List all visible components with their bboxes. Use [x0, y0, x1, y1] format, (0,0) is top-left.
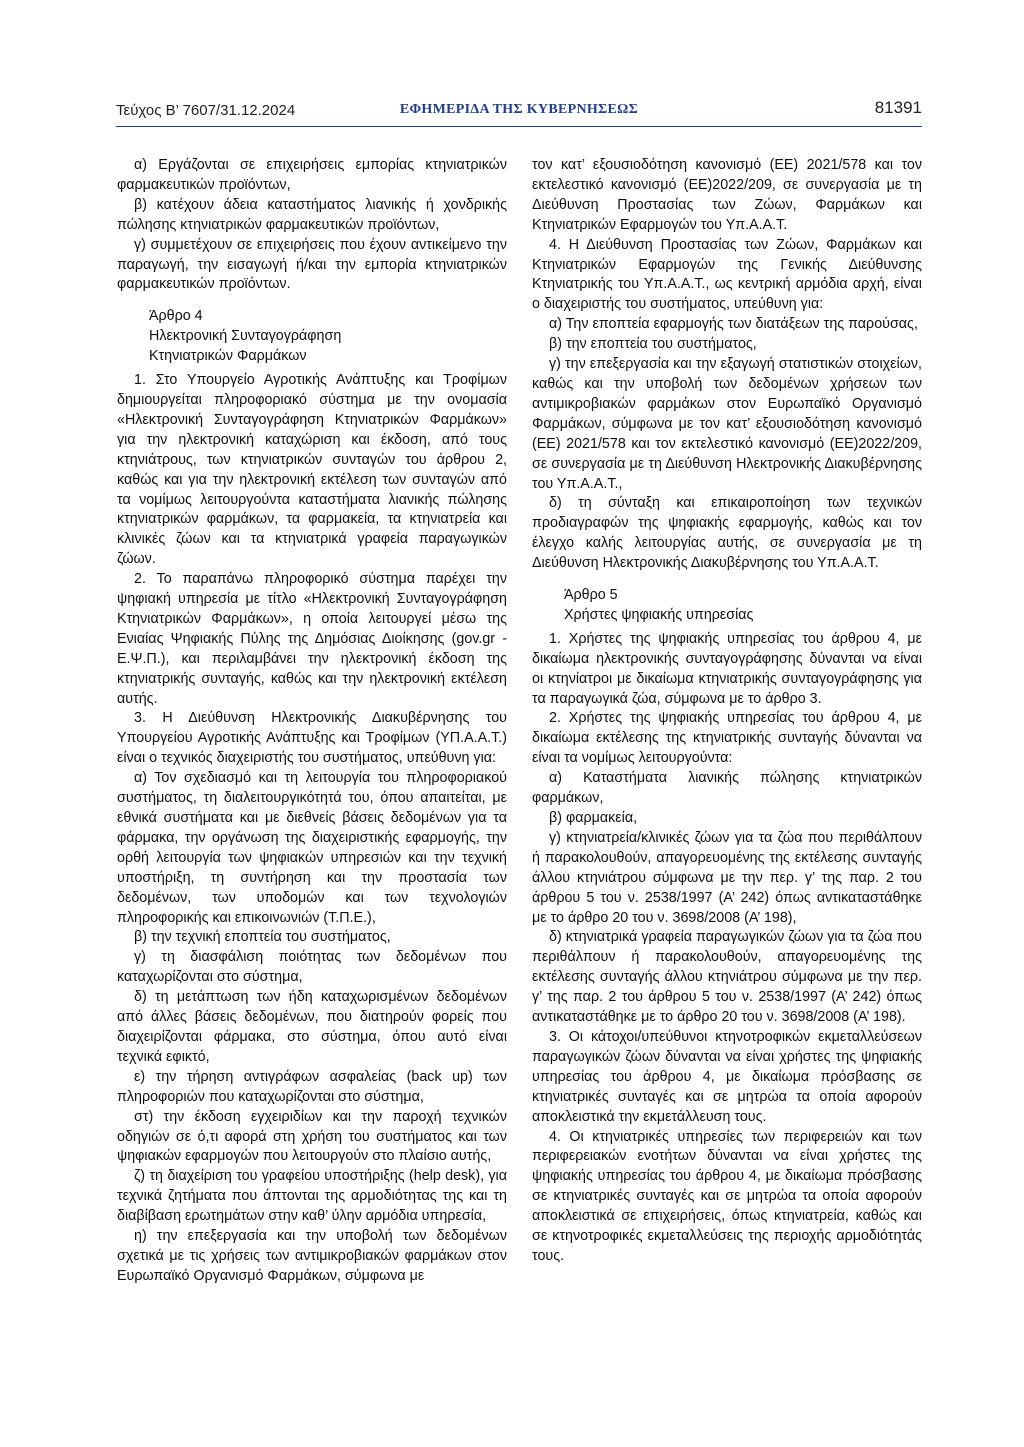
- paragraph: 2. Χρήστες της ψηφιακής υπηρεσίας του άρθρου 4, με δικαίωμα εκτέλεσης της κτηνιατρικής συνταγής δύνανται να είναι τα νομίμως λειτουργούντα:: [532, 710, 922, 767]
- paragraph: δ) κτηνιατρικά γραφεία παραγωγικών ζώων για τα ζώα που περιθάλπουν ή παρακολουθούν, απαγορευομένης της εκτέλεσης συνταγής άλλου κτηνιάτρου σύμφωνα με την περ. γ’ της παρ. 2 του άρθρου 5 του ν. 2538/1997 (Α’ 242) όπως αντικαταστάθηκε με το άρθρο 20 του ν. 3698/2008 (Α’ 198).: [532, 929, 922, 1026]
- issue-reference: Τεύχος Β’ 7607/31.12.2024: [116, 102, 296, 119]
- paragraph: γ) κτηνιατρεία/κλινικές ζώων για τα ζώα που περιθάλπουν ή παρακολουθούν, απαγορευομένης της εκτέλεσης συνταγής άλλου κτηνιάτρου σύμφωνα με την περ. γ’ της παρ. 2 του άρθρου 5 του ν. 2538/1997 (Α’ 242) όπως αντικαταστάθηκε με το άρθρο 20 του ν. 3698/2008 (Α’ 198),: [532, 829, 922, 926]
- paragraph: α) Εργάζονται σε επιχειρήσεις εμπορίας κτηνιατρικών φαρμακευτικών προϊόντων,: [117, 157, 507, 193]
- header-rule: [116, 126, 922, 127]
- paragraph: 3. Οι κάτοχοι/υπεύθυνοι κτηνοτροφικών εκμεταλλεύσεων παραγωγικών ζώων δύνανται να είναι χρήστες της ψηφιακής υπηρεσίας του άρθρου 4, με δικαίωμα πρόσβασης σε κτηνιατρικές συνταγές και σε μητρώα τα οποία αφορούν αποκλειστικά την εκμετάλλευση τους.: [532, 1028, 922, 1125]
- right-column: [532, 156, 922, 1267]
- paragraph: δ) τη μετάπτωση των ήδη καταχωρισμένων δεδομένων από άλλες βάσεις δεδομένων, που διατηρούν φορείς που διαχειρίζονται φάρμακα, στο σύστημα, όπου αυτό είναι τεχνικά εφικτό,: [117, 989, 507, 1065]
- paragraph: 1. Χρήστες της ψηφιακής υπηρεσίας του άρθρου 4, με δικαίωμα ηλεκτρονικής συνταγογράφησης δύνανται να είναι οι κτηνίατροι με δικαίωμα κτηνιατρικής συνταγογράφησης για τα παραγωγικά ζώα, σύμφωνα με το άρθρο 3.: [532, 630, 922, 707]
- left-column: [117, 156, 507, 1287]
- paragraph: α) Την εποπτεία εφαρμογής των διατάξεων της παρούσας,: [549, 316, 918, 333]
- paragraph: στ) την έκδοση εγχειριδίων και την παροχή τεχνικών οδηγιών σε ό,τι αφορά στη χρήση του συστήματος και των ψηφιακών εφαρμογών που λειτουργούν στο πλαίσιο αυτής,: [117, 1108, 507, 1165]
- paragraph: β) κατέχουν άδεια καταστήματος λιανικής ή χονδρικής πώλησης κτηνιατρικών φαρμακευτικών προϊόντων,: [117, 196, 507, 233]
- paragraph: γ) συμμετέχουν σε επιχειρήσεις που έχουν αντικείμενο την παραγωγή, την εισαγωγή ή/και την εμπορία κτηνιατρικών φαρμακευτικών προϊόντων.: [117, 236, 507, 293]
- paragraph: 3. Η Διεύθυνση Ηλεκτρονικής Διακυβέρνησης του Υπουργείου Αγροτικής Ανάπτυξης και Τροφίμων (ΥΠ.Α.Α.Τ.) είναι ο τεχνικός διαχειριστής του συστήματος, υπεύθυνη για:: [117, 710, 507, 767]
- page-header: [116, 98, 922, 128]
- paragraph: γ) την επεξεργασία και την εξαγωγή στατιστικών στοιχείων, καθώς και την υποβολή των δεδομένων χρήσεων των αντιμικροβιακών φαρμάκων στον Ευρωπαϊκό Οργανισμό Φαρμάκων, σύμφωνα με τον κατ’ εξουσιοδότηση κανονισμό (ΕΕ) 2021/578 και τον εκτελεστικό κανονισμό (ΕΕ)2022/209, σε συνεργασία με τη Διεύθυνση Ηλεκτρονικής Διακυβέρνησης του Υπ.Α.Α.Τ.,: [532, 356, 922, 492]
- paragraph: η) την επεξεργασία και την υποβολή των δεδομένων σχετικά με τις χρήσεις των αντιμικροβιακών φαρμάκων στον Ευρωπαϊκό Οργανισμό Φαρμάκων, σύμφωνα με: [117, 1228, 507, 1284]
- paragraph: 4. Οι κτηνιατρικές υπηρεσίες των περιφερειών και των περιφερειακών ενοτήτων δύνανται να είναι χρήστες της ψηφιακής υπηρεσίας του άρθρου 4, με δικαίωμα πρόσβασης σε κτηνιατρικές συνταγές και σε μητρώα τα οποία αφορούν αποκλειστικά σε επιχειρήσεις, όπως κτηνιατρεία, καθώς και σε κτηνοτροφικές εκμεταλλεύσεις της περιοχής αρμοδιότητάς τους.: [532, 1128, 922, 1264]
- paragraph: β) φαρμακεία,: [549, 810, 638, 826]
- article-4-subtitle: Κτηνιατρικών Φαρμάκων: [149, 348, 307, 365]
- paragraph: β) την εποπτεία του συστήματος,: [549, 336, 757, 353]
- gazette-title: ΕΦΗΜΕΡΙΔΑ ΤΗΣ ΚΥΒΕΡΝΗΣΕΩΣ: [399, 102, 639, 117]
- paragraph: ε) την τήρηση αντιγράφων ασφαλείας (back up) των πληροφοριών που καταχωρίζονται στο σύστημα,: [117, 1068, 507, 1105]
- paragraph: α) Τον σχεδιασμό και τη λειτουργία του πληροφοριακού συστήματος, τη διαλειτουργικότητά του, όπου απαιτείται, με εθνικά συστήματα και με διεθνείς βάσεις δεδομένων για τα φάρμακα, την οργάνωση της διαχειριστικής εφαρμογής, την ορθή λειτουργία των ψηφιακών υπηρεσιών και την τεχνική υποστήριξη, τη συντήρηση και την προστασία των δεδομένων, των υποδομών και των τεχνολογιών πληροφορικής και επικοινωνιών (Τ.Π.Ε.),: [117, 770, 507, 926]
- paragraph: 1. Στο Υπουργείο Αγροτικής Ανάπτυξης και Τροφίμων δημιουργείται πληροφοριακό σύστημα με την ονομασία «Ηλεκτρονική Συνταγογράφηση Κτηνιατρικών Φαρμάκων» για την ηλεκτρονική καταχώριση και έκδοση, από τους κτηνιάτρους, των κτηνιατρικών συνταγών του άρθρου 2, καθώς και για την ηλεκτρονική εκτέλεση των συνταγών από τα νομίμως λειτουργούντα καταστήματα λιανικής πώλησης κτηνιατρικών φαρμάκων, τα φαρμακεία, τα κτηνιατρεία και κλινικές ζώων και τα κτηνιατρικά γραφεία παραγωγικών ζώων.: [117, 372, 507, 568]
- article-5-subtitle: Χρήστες ψηφιακής υπηρεσίας: [564, 606, 754, 623]
- paragraph: β) την τεχνική εποπτεία του συστήματος,: [134, 929, 391, 946]
- article-4-subtitle: Ηλεκτρονική Συνταγογράφηση: [149, 328, 342, 345]
- paragraph: 2. Το παραπάνω πληροφορικό σύστημα παρέχει την ψηφιακή υπηρεσία με τίτλο «Ηλεκτρονική Συνταγογράφηση Κτηνιατρικών Φαρμάκων», η οποία λειτουργεί μέσω της Ενιαίας Ψηφιακής Πύλης της Δημόσιας Διοίκησης (gov.gr - Ε.Ψ.Π.), και περιλαμβάνει την ηλεκτρονική έκδοση της κτηνιατρικής συνταγής, καθώς και την ηλεκτρονική εκτέλεση αυτής.: [117, 571, 507, 707]
- article-4-title: Άρθρο 4: [149, 308, 203, 325]
- paragraph: α) Καταστήματα λιανικής πώλησης κτηνιατρικών φαρμάκων,: [532, 770, 922, 807]
- paragraph: γ) τη διασφάλιση ποιότητας των δεδομένων που καταχωρίζονται στο σύστημα,: [117, 949, 507, 986]
- paragraph: τον κατ’ εξουσιοδότηση κανονισμό (ΕΕ) 2021/578 και τον εκτελεστικό κανονισμό (ΕΕ)2022/209, σε συνεργασία με τη Διεύθυνση Προστασίας των Ζώων, Φαρμάκων και Κτηνιατρικών Εφαρμογών του Υπ.Α.Α.Τ.: [532, 157, 922, 233]
- paragraph: 4. Η Διεύθυνση Προστασίας των Ζώων, Φαρμάκων και Κτηνιατρικών Εφαρμογών της Γενικής Διεύθυνσης Κτηνιατρικής του Υπ.Α.Α.Τ., ως κεντρική αρμόδια αρχή, είναι ο διαχειριστής του συστήματος, υπεύθυνη για:: [532, 236, 922, 313]
- article-5-title: Άρθρο 5: [564, 587, 618, 604]
- page-number: 81391: [874, 98, 922, 117]
- paragraph: ζ) τη διαχείριση του γραφείου υποστήριξης (help desk), για τεχνικά ζητήματα που άπτονται της αρμοδιότητας της και τη διαβίβαση ερωτημάτων στην καθ’ ύλην αρμόδια υπηρεσία,: [117, 1168, 507, 1225]
- paragraph: δ) τη σύνταξη και επικαιροποίηση των τεχνικών προδιαγραφών της ψηφιακής εφαρμογής, καθώς και τον έλεγχο καλής λειτουργίας αυτής, σε συνεργασία με τη Διεύθυνση Ηλεκτρονικής Διακυβέρνησης του Υπ.Α.Α.Τ.: [532, 495, 922, 572]
